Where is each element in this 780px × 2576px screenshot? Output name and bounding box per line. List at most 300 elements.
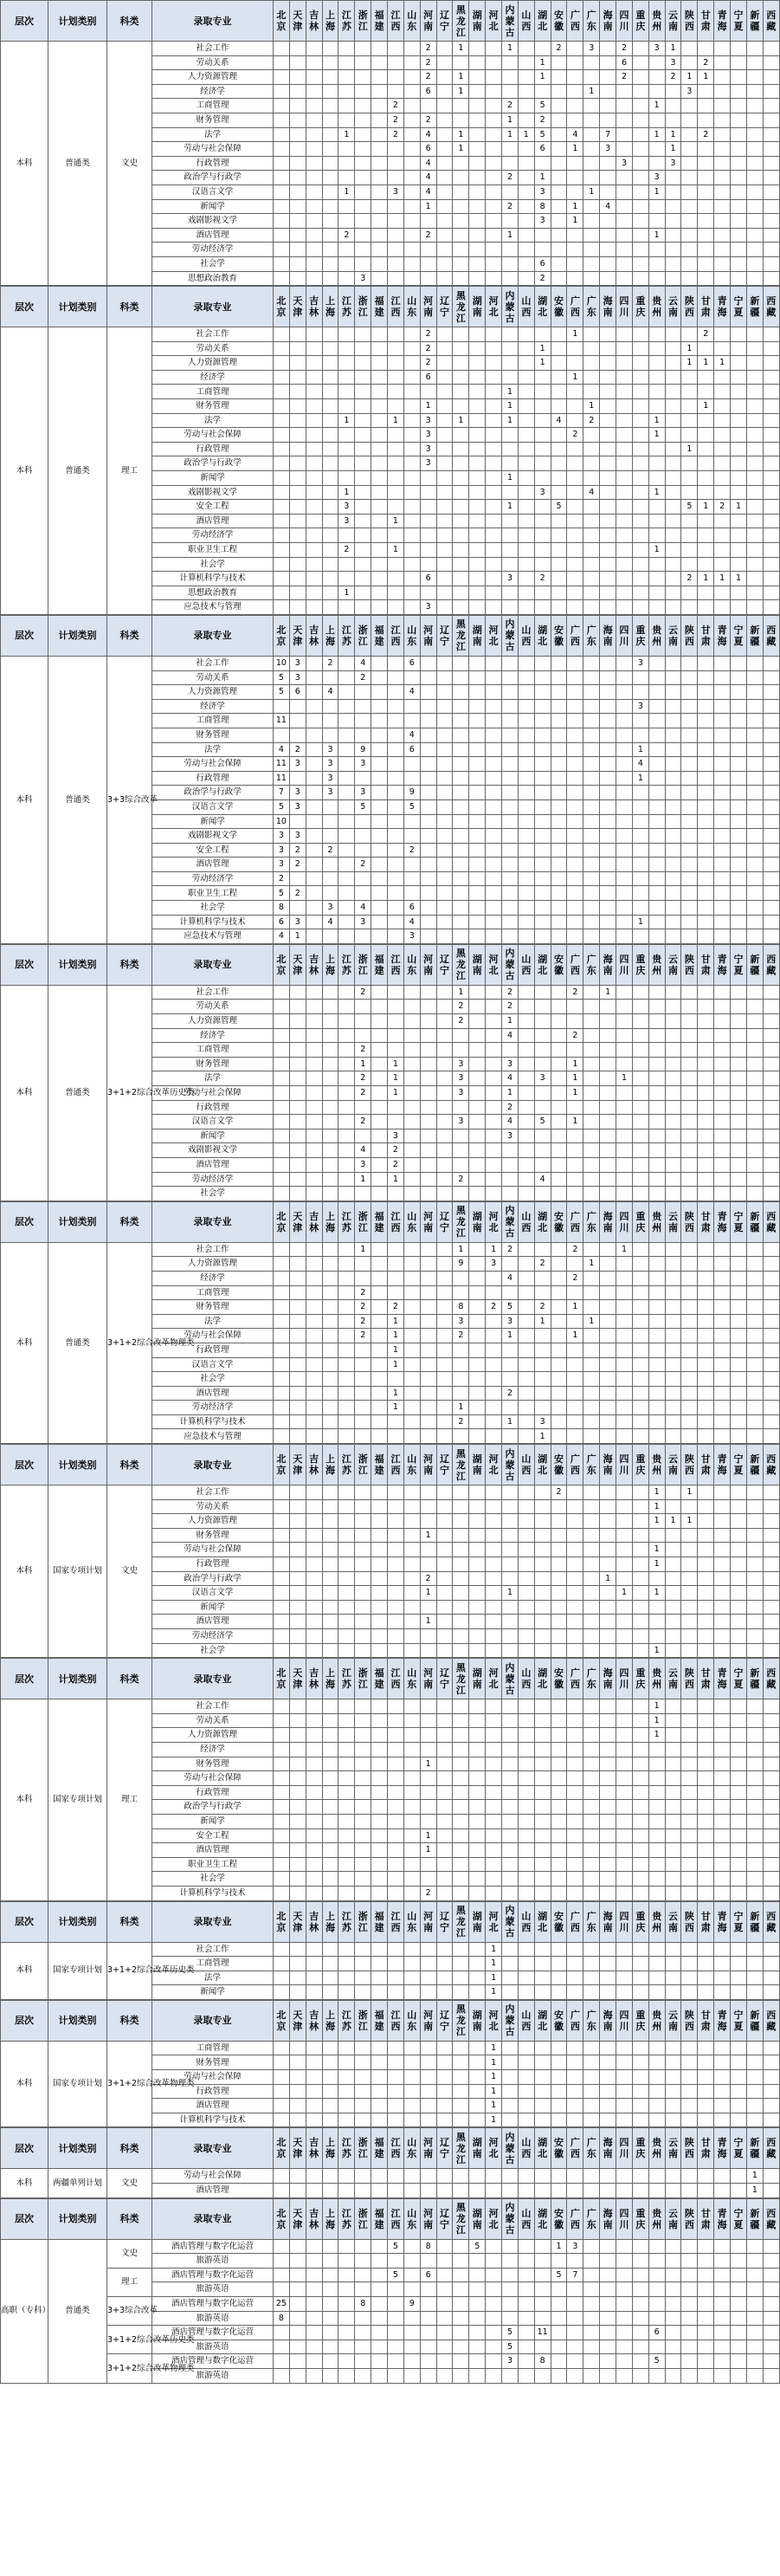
- quota-cell: [420, 1343, 436, 1357]
- quota-cell: [551, 456, 567, 471]
- quota-cell: [338, 55, 355, 70]
- quota-cell: [648, 685, 665, 700]
- quota-cell: [518, 1314, 534, 1329]
- quota-cell: [551, 1843, 567, 1858]
- quota-cell: [746, 1043, 763, 1058]
- quota-cell: [322, 1785, 338, 1800]
- quota-cell: [551, 2084, 567, 2099]
- province-header: 四川: [616, 1901, 633, 1942]
- quota-cell: [289, 127, 306, 142]
- plan-table-reform33: [0, 615, 780, 944]
- quota-cell: [502, 843, 519, 858]
- quota-cell: [551, 1514, 567, 1529]
- quota-cell: [583, 2239, 600, 2254]
- quota-cell: [763, 370, 779, 385]
- quota-cell: [306, 1000, 322, 1014]
- quota-cell: [632, 557, 648, 572]
- quota-cell: [289, 1557, 306, 1572]
- quota-cell: [436, 586, 453, 600]
- quota-cell: [616, 341, 633, 356]
- quota-cell: [518, 2268, 534, 2282]
- quota-cell: [274, 586, 290, 600]
- quota-cell: [502, 356, 519, 371]
- quota-cell: [632, 1028, 648, 1043]
- province-header: 辽宁: [436, 2198, 453, 2239]
- quota-cell: [698, 370, 714, 385]
- quota-cell: [388, 442, 404, 456]
- quota-cell: [567, 2169, 583, 2184]
- quota-cell: [746, 543, 763, 558]
- quota-cell: [436, 1329, 453, 1343]
- quota-cell: [453, 1372, 469, 1387]
- quota-cell: [583, 1143, 600, 1158]
- quota-cell: [600, 742, 616, 757]
- province-header: 宁夏: [731, 1201, 747, 1242]
- quota-cell: [306, 557, 322, 572]
- quota-cell: [698, 1872, 714, 1887]
- quota-cell: [534, 2340, 551, 2354]
- quota-cell: [436, 1172, 453, 1187]
- quota-cell: [436, 814, 453, 829]
- quota-cell: [746, 1528, 763, 1543]
- quota-cell: [583, 1586, 600, 1601]
- quota-cell: [338, 1172, 355, 1187]
- quota-cell: [453, 1828, 469, 1843]
- quota-cell: [322, 370, 338, 385]
- quota-cell: [616, 1414, 633, 1429]
- quota-cell: 1: [388, 1172, 404, 1187]
- province-header: 江西: [388, 1901, 404, 1942]
- quota-cell: [731, 2340, 747, 2354]
- quota-cell: [534, 1600, 551, 1615]
- quota-cell: [322, 1971, 338, 1985]
- province-header: 湖北: [534, 1901, 551, 1942]
- quota-cell: [583, 871, 600, 886]
- quota-cell: [681, 1586, 698, 1601]
- quota-cell: [534, 2169, 551, 2184]
- quota-cell: [355, 399, 371, 414]
- quota-cell: [518, 327, 534, 342]
- quota-cell: [763, 1886, 779, 1900]
- quota-cell: [698, 1271, 714, 1285]
- quota-cell: [681, 728, 698, 742]
- quota-cell: [731, 1742, 747, 1757]
- quota-cell: [600, 1886, 616, 1900]
- quota-cell: [388, 199, 404, 214]
- quota-cell: [551, 2354, 567, 2369]
- province-header: 云南: [665, 615, 681, 656]
- quota-cell: [486, 786, 502, 800]
- quota-cell: [746, 1872, 763, 1887]
- quota-cell: [355, 572, 371, 586]
- quota-cell: [436, 399, 453, 414]
- quota-cell: [436, 901, 453, 916]
- quota-cell: [567, 600, 583, 615]
- quota-cell: 2: [420, 327, 436, 342]
- quota-cell: [551, 586, 567, 600]
- quota-cell: [567, 70, 583, 85]
- quota-cell: [338, 1629, 355, 1644]
- major-cell: 思想政治教育: [152, 271, 274, 286]
- subject-header: 科类: [107, 2000, 152, 2041]
- quota-cell: [486, 829, 502, 844]
- quota-cell: [731, 256, 747, 271]
- quota-cell: 2: [616, 70, 633, 85]
- quota-cell: [632, 127, 648, 142]
- quota-cell: [274, 327, 290, 342]
- quota-cell: [289, 1800, 306, 1815]
- quota-cell: [731, 1785, 747, 1800]
- quota-cell: [746, 1713, 763, 1728]
- quota-cell: [681, 1014, 698, 1029]
- quota-cell: [551, 1242, 567, 1257]
- quota-cell: [746, 1571, 763, 1586]
- quota-cell: 2: [355, 1071, 371, 1086]
- quota-cell: [746, 1257, 763, 1272]
- quota-cell: [648, 2084, 665, 2099]
- quota-cell: [665, 228, 681, 243]
- quota-cell: 1: [632, 742, 648, 757]
- quota-cell: [436, 184, 453, 199]
- quota-cell: [388, 1971, 404, 1985]
- province-header: 海南: [600, 2128, 616, 2169]
- quota-cell: [731, 2311, 747, 2326]
- province-header: 北京: [274, 2000, 290, 2041]
- quota-cell: [486, 1699, 502, 1714]
- quota-cell: [698, 742, 714, 757]
- quota-cell: [388, 70, 404, 85]
- quota-cell: [746, 1543, 763, 1557]
- quota-cell: [567, 685, 583, 700]
- quota-cell: [583, 2297, 600, 2312]
- quota-cell: [338, 1771, 355, 1786]
- quota-cell: [648, 1600, 665, 1615]
- quota-cell: [403, 2169, 420, 2184]
- quota-cell: [518, 656, 534, 670]
- quota-cell: 4: [420, 184, 436, 199]
- quota-cell: [551, 771, 567, 786]
- major-header: 录取专业: [152, 1201, 274, 1242]
- quota-cell: [355, 1357, 371, 1372]
- quota-cell: [355, 843, 371, 858]
- quota-cell: [714, 1485, 731, 1500]
- quota-cell: 1: [567, 1329, 583, 1343]
- major-cell: 汉语言文学: [152, 1586, 274, 1601]
- quota-cell: [338, 1071, 355, 1086]
- quota-cell: 3: [632, 656, 648, 670]
- quota-cell: [289, 1857, 306, 1872]
- quota-cell: [420, 2340, 436, 2354]
- quota-cell: [632, 442, 648, 456]
- quota-cell: [534, 2311, 551, 2326]
- quota-cell: [648, 1314, 665, 1329]
- quota-cell: [322, 2311, 338, 2326]
- major-cell: 劳动经济学: [152, 871, 274, 886]
- quota-cell: [420, 1800, 436, 1815]
- quota-cell: [681, 1814, 698, 1828]
- quota-cell: [306, 1285, 322, 1300]
- quota-cell: [274, 1329, 290, 1343]
- quota-cell: [502, 2282, 519, 2297]
- quota-cell: [518, 1771, 534, 1786]
- province-header: 上海: [322, 2128, 338, 2169]
- quota-cell: [731, 1586, 747, 1601]
- quota-cell: [714, 886, 731, 901]
- major-cell: 计算机科学与技术: [152, 1414, 274, 1429]
- quota-cell: [731, 428, 747, 443]
- quota-cell: [469, 1242, 486, 1257]
- quota-cell: [518, 1187, 534, 1201]
- quota-cell: [403, 1828, 420, 1843]
- quota-cell: [746, 1271, 763, 1285]
- quota-cell: 3: [583, 42, 600, 56]
- quota-cell: [698, 1257, 714, 1272]
- quota-cell: [502, 714, 519, 728]
- quota-cell: [306, 1814, 322, 1828]
- quota-cell: [731, 1157, 747, 1172]
- quota-cell: [436, 1615, 453, 1629]
- quota-cell: [322, 2326, 338, 2340]
- quota-cell: [632, 2326, 648, 2340]
- quota-cell: [388, 1028, 404, 1043]
- quota-cell: [731, 1699, 747, 1714]
- quota-cell: [763, 1742, 779, 1757]
- quota-cell: [534, 1043, 551, 1058]
- quota-cell: [274, 1172, 290, 1187]
- quota-cell: 3: [322, 757, 338, 772]
- quota-cell: [665, 1828, 681, 1843]
- quota-cell: [453, 2184, 469, 2198]
- quota-cell: [388, 1557, 404, 1572]
- quota-cell: [665, 2326, 681, 2340]
- quota-cell: [583, 2354, 600, 2369]
- quota-cell: [648, 1100, 665, 1115]
- header-row: [1, 1659, 780, 1699]
- quota-cell: [763, 428, 779, 443]
- quota-cell: [486, 385, 502, 399]
- quota-cell: [665, 757, 681, 772]
- quota-cell: [469, 1429, 486, 1444]
- quota-cell: [714, 557, 731, 572]
- quota-cell: [518, 1086, 534, 1101]
- quota-cell: [469, 600, 486, 615]
- quota-cell: [698, 1100, 714, 1115]
- quota-cell: [453, 2099, 469, 2113]
- quota-cell: [534, 2099, 551, 2113]
- quota-cell: [469, 1129, 486, 1143]
- quota-cell: [338, 901, 355, 916]
- quota-cell: [534, 1157, 551, 1172]
- quota-cell: [289, 1771, 306, 1786]
- quota-cell: [403, 214, 420, 229]
- quota-cell: [453, 843, 469, 858]
- quota-cell: [714, 184, 731, 199]
- quota-cell: [665, 1985, 681, 2000]
- quota-cell: 6: [534, 142, 551, 157]
- province-header: 四川: [616, 2198, 633, 2239]
- quota-cell: [600, 399, 616, 414]
- quota-cell: [289, 1429, 306, 1444]
- quota-cell: [731, 670, 747, 685]
- quota-cell: [289, 2297, 306, 2312]
- quota-cell: [714, 1713, 731, 1728]
- quota-cell: [306, 70, 322, 85]
- province-header: 浙江: [355, 2198, 371, 2239]
- quota-cell: [338, 327, 355, 342]
- quota-cell: [567, 1886, 583, 1900]
- quota-cell: [274, 341, 290, 356]
- quota-cell: [632, 2169, 648, 2184]
- quota-cell: 1: [648, 228, 665, 243]
- quota-cell: [665, 1857, 681, 1872]
- quota-cell: [698, 1985, 714, 2000]
- quota-cell: [306, 1971, 322, 1985]
- quota-cell: [746, 2354, 763, 2369]
- quota-cell: [322, 2041, 338, 2055]
- province-header: 江西: [388, 287, 404, 327]
- quota-cell: [600, 341, 616, 356]
- quota-cell: [681, 742, 698, 757]
- quota-cell: [698, 1543, 714, 1557]
- quota-cell: [763, 886, 779, 901]
- quota-cell: [322, 1643, 338, 1658]
- quota-cell: [632, 1300, 648, 1315]
- quota-cell: [306, 1300, 322, 1315]
- quota-cell: 4: [274, 742, 290, 757]
- quota-cell: [436, 2084, 453, 2099]
- quota-cell: [403, 757, 420, 772]
- quota-cell: [583, 843, 600, 858]
- quota-cell: [551, 1571, 567, 1586]
- quota-cell: [731, 399, 747, 414]
- quota-cell: [355, 1386, 371, 1401]
- quota-cell: [731, 1329, 747, 1343]
- quota-cell: [322, 1242, 338, 1257]
- quota-cell: [502, 1615, 519, 1629]
- quota-cell: [600, 771, 616, 786]
- quota-cell: [665, 1242, 681, 1257]
- quota-cell: [453, 1285, 469, 1300]
- quota-cell: [763, 1814, 779, 1828]
- quota-cell: [371, 142, 388, 157]
- quota-cell: [403, 184, 420, 199]
- quota-cell: [274, 2340, 290, 2354]
- quota-cell: [632, 543, 648, 558]
- quota-cell: [518, 1785, 534, 1800]
- quota-cell: [289, 199, 306, 214]
- quota-cell: [453, 228, 469, 243]
- quota-cell: [322, 2070, 338, 2085]
- quota-cell: 3: [420, 428, 436, 443]
- quota-cell: [371, 572, 388, 586]
- quota-cell: [486, 901, 502, 916]
- quota-cell: [306, 699, 322, 714]
- quota-cell: [551, 1728, 567, 1743]
- quota-cell: [371, 771, 388, 786]
- quota-cell: [420, 901, 436, 916]
- quota-cell: [600, 1828, 616, 1843]
- quota-cell: [322, 1557, 338, 1572]
- province-header: 安徽: [551, 1659, 567, 1699]
- quota-cell: [665, 714, 681, 728]
- quota-cell: [551, 1785, 567, 1800]
- quota-cell: [502, 243, 519, 257]
- province-header: 广东: [583, 615, 600, 656]
- quota-cell: [698, 1785, 714, 1800]
- quota-cell: [436, 1643, 453, 1658]
- province-header: 天津: [289, 2198, 306, 2239]
- province-header: 山西: [518, 287, 534, 327]
- quota-cell: [648, 1843, 665, 1858]
- quota-cell: [714, 1157, 731, 1172]
- quota-cell: [388, 428, 404, 443]
- province-header: 广西: [567, 1445, 583, 1485]
- quota-cell: [518, 1429, 534, 1444]
- quota-cell: 1: [502, 127, 519, 142]
- quota-cell: [567, 2340, 583, 2354]
- province-header: 上海: [322, 1901, 338, 1942]
- level-cell: 本科: [1, 985, 48, 1201]
- province-header: 宁夏: [731, 1, 747, 42]
- quota-cell: [534, 243, 551, 257]
- province-header: 贵州: [648, 287, 665, 327]
- quota-cell: [274, 1699, 290, 1714]
- province-header: 黑龙江: [453, 2198, 469, 2239]
- quota-cell: [681, 2354, 698, 2369]
- quota-cell: [600, 728, 616, 742]
- quota-cell: [453, 1757, 469, 1771]
- province-header: 吉林: [306, 2000, 322, 2041]
- quota-cell: [600, 1985, 616, 2000]
- quota-cell: 1: [583, 1257, 600, 1272]
- quota-cell: [746, 1372, 763, 1387]
- quota-cell: [616, 1000, 633, 1014]
- quota-cell: [665, 1843, 681, 1858]
- quota-cell: [616, 485, 633, 500]
- quota-cell: [306, 1872, 322, 1887]
- major-header: 录取专业: [152, 1445, 274, 1485]
- quota-cell: [486, 456, 502, 471]
- quota-cell: [486, 1571, 502, 1586]
- quota-cell: [355, 557, 371, 572]
- quota-cell: 1: [388, 1343, 404, 1357]
- quota-cell: [436, 1699, 453, 1714]
- quota-cell: [583, 901, 600, 916]
- quota-cell: [388, 385, 404, 399]
- quota-cell: [665, 2368, 681, 2383]
- province-header: 四川: [616, 287, 633, 327]
- quota-cell: [338, 572, 355, 586]
- quota-cell: [534, 1499, 551, 1514]
- quota-cell: [502, 915, 519, 929]
- major-cell: 工商管理: [152, 1285, 274, 1300]
- province-header: 山西: [518, 1901, 534, 1942]
- quota-cell: [306, 2113, 322, 2127]
- quota-cell: [469, 2254, 486, 2269]
- quota-cell: [355, 1757, 371, 1771]
- quota-cell: [698, 1757, 714, 1771]
- quota-cell: [681, 42, 698, 56]
- table-row: [1, 1699, 780, 1714]
- quota-cell: [665, 1800, 681, 1815]
- quota-cell: [274, 485, 290, 500]
- quota-cell: [403, 1543, 420, 1557]
- quota-cell: [355, 1600, 371, 1615]
- quota-cell: [306, 586, 322, 600]
- quota-cell: [746, 1314, 763, 1329]
- quota-cell: [551, 1499, 567, 1514]
- quota-cell: [714, 1329, 731, 1343]
